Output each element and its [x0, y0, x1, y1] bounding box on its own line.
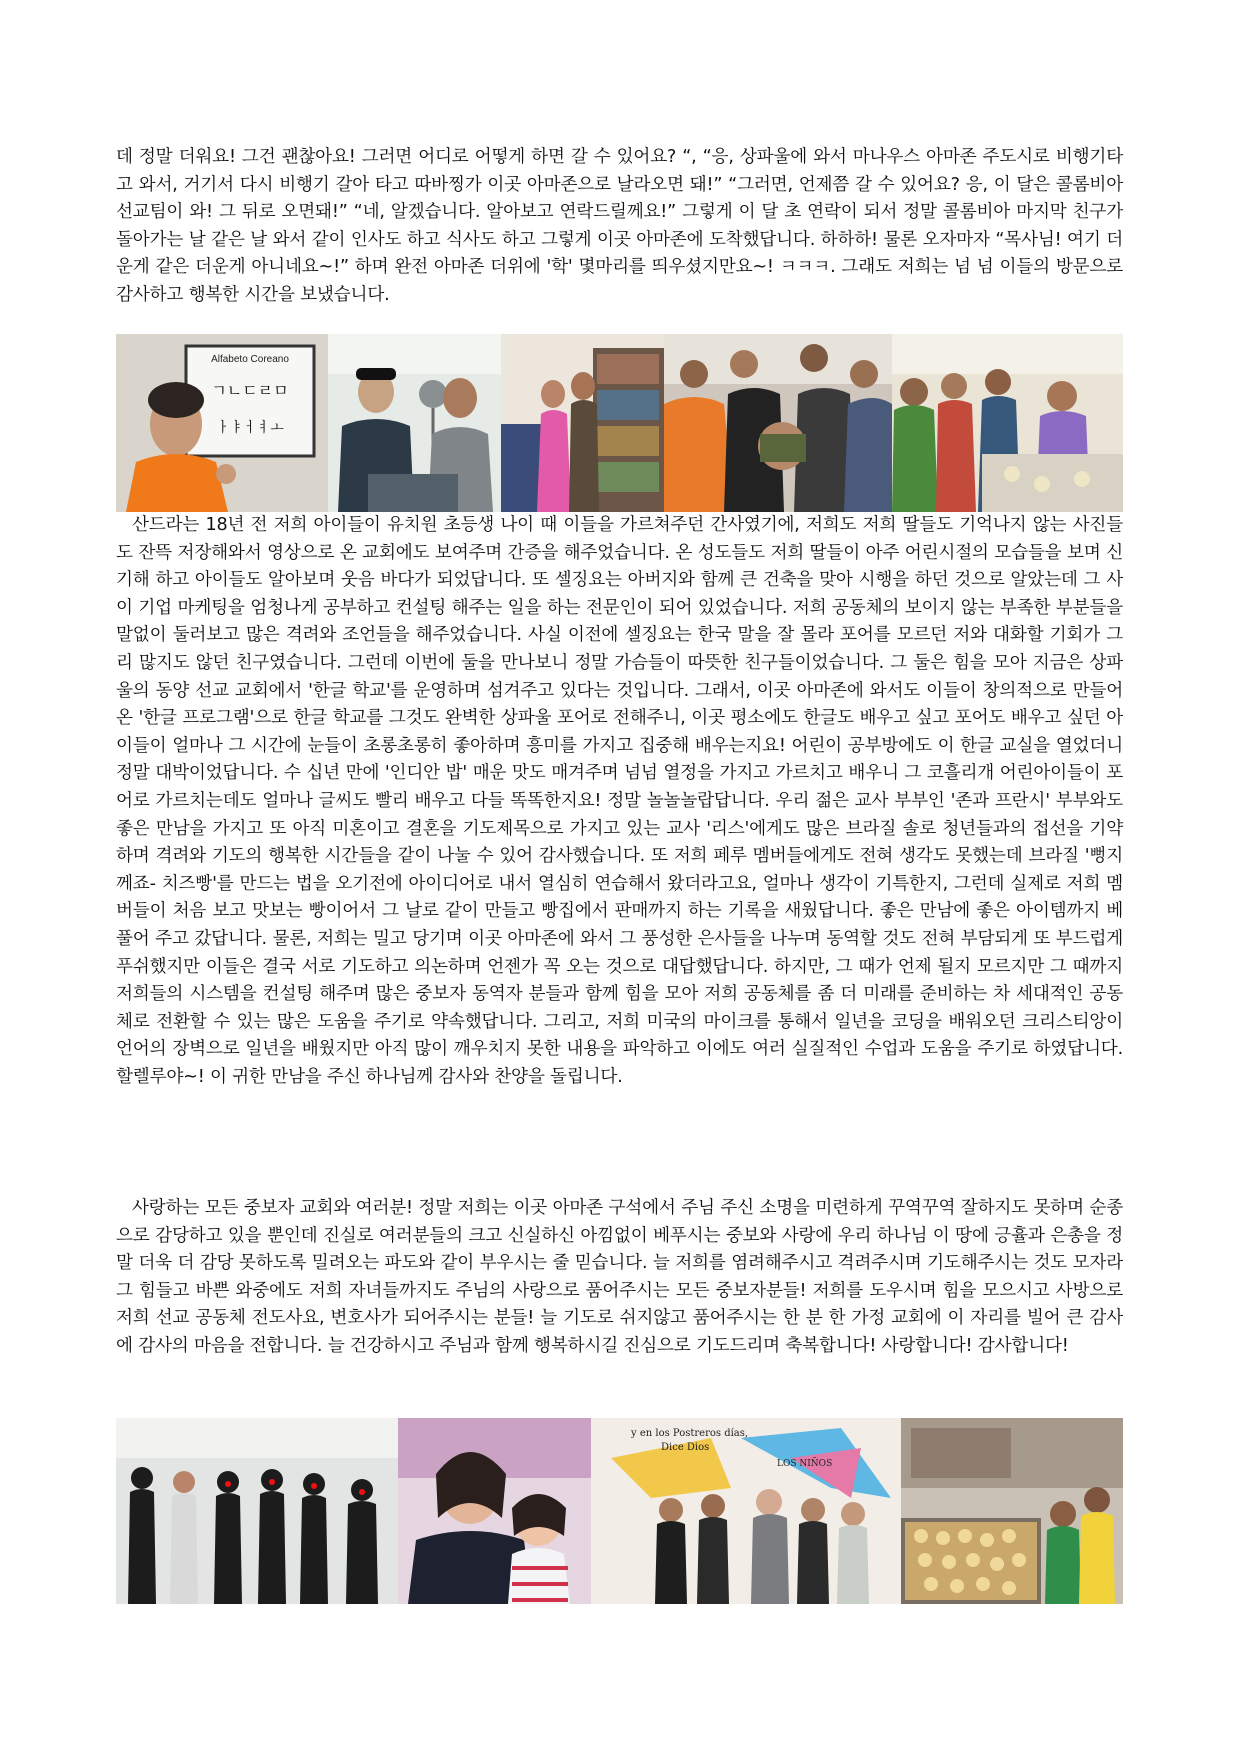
photo-group-hands-together — [664, 334, 892, 512]
photo-group-mural — [591, 1418, 901, 1604]
mural-text-line1: y en los Postreros días, — [631, 1428, 749, 1439]
paragraph-thanks: 사랑하는 모든 중보자 교회와 여러분! 정말 저희는 이곳 아마존 구석에서 주님 주신 소명을 미련하게 꾸역꾸역 잘하지도 못하며 순종으로 감당하고 있을 뿐인데 진실로 여러분들의 크고 신실하신 아낌없이 베푸시는 중보와 사랑에 우리 하나님 이 땅에 긍휼과 은총을 정말 더욱 더 감당 못하도록 밀려오는 파도와 같이 부우시는 줄 믿습니다. 늘 저희를 염려해주시고 격려주시며 기도해주시는 것도 모자라 그 힘들고 바쁜 와중에도 저희 자녀들까지도 주님의 사랑으로 품어주시는 모든 중보자분들! 저희를 도우시며 힘을 모으시고 사방으로 저희 선교 공동체 전도사요, 변호사가 되어주시는 분들! 늘 기도로 쉬지않고 품어주시는 한 분 한 가정 교회에 이 자리를 빌어 큰 감사에 감사의 마음을 전합니다. 늘 건강하시고 주님과 함께 행복하시길 진심으로 기도드리며 축복합니다! 사랑합니다! 감사합니다! — [116, 1198, 1123, 1356]
photo-teacher-hangul-board — [116, 334, 328, 512]
board-vowels: ㅏㅑㅓㅕㅗ — [216, 420, 284, 436]
paragraph-visit-story: 산드라는 18년 전 저희 아이들이 유치원 초등생 나이 때 이들을 가르쳐주던 간사였기에, 저희도 저희 딸들도 기억나지 않는 사진들도 잔뜩 저장해와서 영상으로 온 교회에도 보여주며 간증을 해주었습니다. 온 성도들도 저희 딸들이 아주 어린시절의 모습들을 보며 신기해 하고 아이들도 알아보며 웃음 바다가 되었답니다. 또 셀징요는 아버지와 함께 큰 건축을 맞아 시행을 하던 것으로 알았는데 그 사이 기업 마케팅을 엄청나게 공부하고 컨설팅 해주는 일을 하는 전문인이 되어 있었습니다. 저희 공동체의 보이지 않는 부족한 부분들을 말없이 둘러보고 많은 격려와 조언들을 해주었습니다. 사실 이전에 셀징요는 한국 말을 잘 몰라 포어를 모르던 저와 대화할 기회가 그리 많지도 않던 친구였습니다. 그런데 이번에 둘을 만나보니 정말 가슴들이 따뜻한 친구들이었습니다. 그 둘은 힘을 모아 지금은 상파울의 동양 선교 교회에서 '한글 학교'를 운영하며 섬겨주고 있다는 것입니다. 그래서, 이곳 아마존에 와서도 이들이 창의적으로 만들어 온 '한글 프로그램'으로 한글 학교를 그것도 완벽한 상파울 포어로 전해주니, 이곳 평소에도 한글도 배우고 싶고 포어도 배우고 싶던 아이들이 얼마나 그 시간에 눈들이 초롱초롱히 좋아하며 흥미를 가지고 집중해 배우는지요! 어린이 공부방에도 이 한글 교실을 열었더니 정말 대박이었답니다. 수 십년 만에 '인디안 밥' 매운 맛도 매겨주며 넘넘 열정을 가지고 가르치고 배우니 그 코흘리개 어린아이들이 포어로 가르치는데도 얼마나 글씨도 빨리 배우고 다들 똑똑한지요! 정말 놀놀놀랍답니다. 우리 젊은 교사 부부인 '존과 프란시' 부부와도 좋은 만남을 가지고 또 아직 미혼이고 결혼을 기도제목으로 가지고 있는 교사 '리스'에게도 많은 브라질 솔로 청년들과의 접선을 기약하며 격려와 기도의 행복한 시간들을 같이 나눌 수 있어 감사했습니다. 또 저희 페루 멤버들에게도 전혀 생각도 못했는데 브라질 '뻥지께죠- 치즈빵'를 만드는 법을 오기전에 아이디어로 내서 열심히 연습해서 왔더라고요, 얼마나 생각이 기특한지, 그런데 실제로 저희 멤버들이 처음 보고 맛보는 빵이어서 그 날로 같이 만들고 빵집에서 판매까지 하는 기록을 새웠답니다. 좋은 만남에 좋은 아이템까지 베풀어 주고 갔답니다. 물론, 저희는 밀고 당기며 이곳 아마존에 와서 그 풍성한 은사들을 나누며 동역할 것도 전혀 부담되게 또 부드럽게 푸쉬했지만 이들은 결국 서로 기도하고 의논하며 언젠가 꼭 오는 것으로 대답했답니다. 하지만, 그 때가 언제 될지 모르지만 그 때까지 저희들의 시스템을 컨설팅 해주며 많은 중보자 동역자 분들과 함께 힘을 모아 저희 공동체를 좀 더 미래를 준비하는 차 세대적인 공동체로 전환할 수 있는 많은 도움을 주기로 약속했답니다. 그리고, 저희 미국의 마이크를 통해서 일년을 코딩을 배워오던 크리스티앙이 언어의 장벽으로 일년을 배웠지만 아직 많이 깨우치지 못한 내용을 파악하고 이에도 여러 실질적인 수업과 도움을 주기로 하였답니다. 할렐루야~! 이 귀한 만남을 주신 하나님께 감사와 찬양을 돌립니다. — [116, 515, 1123, 1087]
photo-women-library — [501, 334, 664, 512]
photo-cooking-bread-group — [892, 334, 1123, 512]
photo-two-men-laptop — [328, 334, 501, 512]
board-title: Alfabeto Coreano — [211, 354, 289, 365]
paragraph-intro: 데 정말 더워요! 그건 괜찮아요! 그러면 어디로 어떻게 하면 갈 수 있어요? “, “응, 상파울에 와서 마나우스 아마존 주도시로 비행기타고 와서, 거기서 다시 비행기 갈아 타고 따바찡가 이곳 아마존으로 날라오면 돼!” “그러면, 언제쯤 갈 수 있어요? 응, 이 달은 콜롬비아 선교팀이 와! 그 뒤로 오면돼!” “네, 알겠습니다. 알아보고 연락드릴께요!” 그렇게 이 달 초 연락이 되서 정말 콜롬비아 마지막 친구가 돌아가는 날 같은 날 와서 같이 인사도 하고 식사도 하고 그렇게 이곳 아마존에 도착했답니다. 하하하! 물론 오자마자 “목사님! 여기 더운게 같은 더운게 아니네요~!” 하며 완전 아마존 더위에 '학' 몇마리를 띄우셨지만요~! ㅋㅋㅋ. 그래도 저희는 넘 넘 이들의 방문으로 감사하고 행복한 시간을 보냈습니다. — [116, 147, 1123, 305]
board-consonants: ㄱㄴㄷㄹㅁ — [211, 381, 289, 400]
mural-text-line3: LOS NIÑOS — [777, 1459, 833, 1469]
photo-mother-daughter — [398, 1418, 591, 1604]
photo-kids-bread-tray — [901, 1418, 1123, 1604]
mural-text-line2: Dice Dios — [661, 1442, 710, 1453]
photo-row-top — [116, 334, 1123, 512]
photo-group-clown-noses — [116, 1418, 398, 1604]
photo-row-bottom — [116, 1418, 1123, 1604]
